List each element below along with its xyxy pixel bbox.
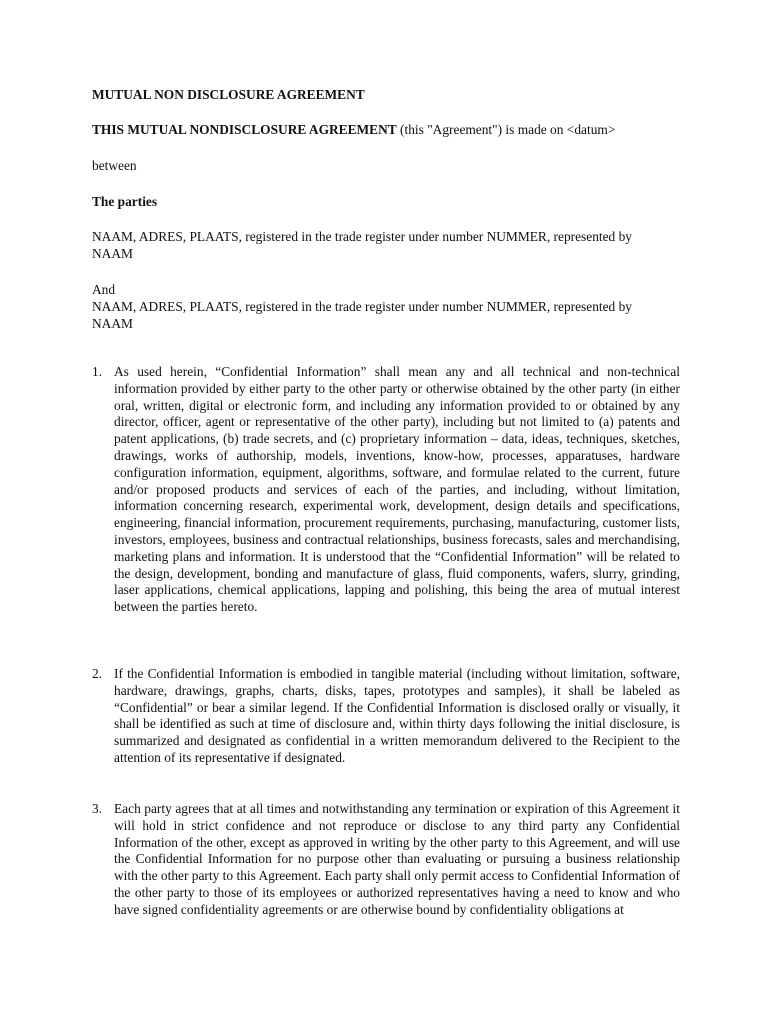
clause-1 <box>92 364 680 616</box>
agreement-intro-bold: THIS MUTUAL NONDISCLOSURE AGREEMENT <box>92 122 397 137</box>
and-label: And <box>92 282 116 297</box>
clause-text: As used herein, “Confidential Information” shall mean any and all technical and non-technical information provided by either party to the other party or otherwise obtained by the other party (in either oral, written, digital or electronic form, and including any information provided to or obtained by any director, officer, agent or representative of the other party), including but not limited to (a) patents and patent applications, (b) trade secrets, and (c) proprietary information – data, ideas, techniques, sketches, drawings, works of authorship, models, inventions, know-how, processes, apparatuses, hardware configuration information, equipment, algorithms, software, and formulae related to the current, future and/or proposed products and services of each of the parties, and including, without limitation, information concerning research, experimental work, development, design details and specifications, engineering, financial information, procurement requirements, purchasing, manufacturing, customer lists, investors, employees, business and contractual relationships, business forecasts, sales and merchandising, marketing plans and information. It is understood that the “Confidential Information” will be related to the design, development, bonding and manufacture of glass, fluid components, wafers, slurry, grinding, laser applications, chemical applications, lapping and polishing, this being the area of mutual interest between the parties hereto. <box>114 364 680 615</box>
party-two: NAAM, ADRES, PLAATS, registered in the trade register under number NUMMER, represented by NAAM <box>92 299 632 331</box>
agreement-intro-rest: (this "Agreement") is made on <datum> <box>396 122 616 137</box>
between-label: between <box>92 158 137 173</box>
clause-number: 2. <box>92 666 103 681</box>
clause-number: 3. <box>92 801 103 816</box>
parties-heading: The parties <box>92 194 158 209</box>
clause-number: 1. <box>92 364 103 379</box>
clause-3 <box>92 801 680 919</box>
clause-text: If the Confidential Information is embodied in tangible material (including without limitation, software, hardware, drawings, graphs, charts, disks, tapes, prototypes and samples), it shall be labeled as “Confidential” or bear a similar legend. If the Confidential Information is disclosed orally or visually, it shall be identified as such at time of disclosure and, within thirty days following the initial disclosure, is summarized and designated as confidential in a written memorandum delivered to the Recipient to the attention of its representative if designated. <box>114 666 680 765</box>
party-one: NAAM, ADRES, PLAATS, registered in the trade register under number NUMMER, represented by NAAM <box>92 229 632 261</box>
clause-2 <box>92 666 680 767</box>
agreement-intro <box>92 121 680 138</box>
clause-text: Each party agrees that at all times and notwithstanding any termination or expiration of this Agreement it will hold in strict confidence and not reproduce or disclose to any third party any Confidential Information of the other, except as approved in writing by the other party to this Agreement, and will use the Confidential Information for no purpose other than evaluating or pursuing a business relationship with the other party to this Agreement. Each party shall only permit access to Confidential Information of the other party to those of its employees or authorized representatives having a need to know and who have signed confidentiality agreements or are otherwise bound by confidentiality obligations at <box>114 801 680 917</box>
document-title: MUTUAL NON DISCLOSURE AGREEMENT <box>92 87 365 102</box>
